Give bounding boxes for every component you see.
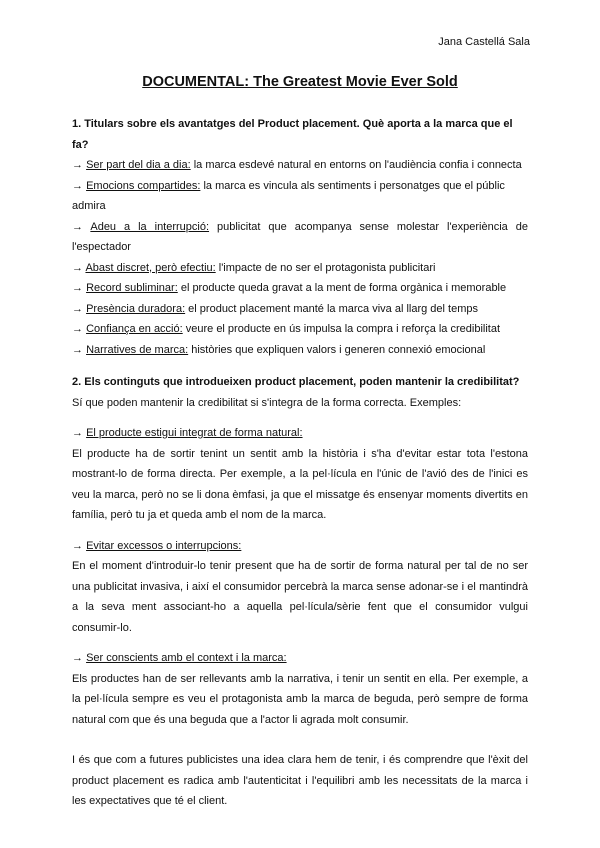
benefit-item (72, 217, 528, 258)
example-section (72, 648, 528, 730)
benefit-text: històries que expliquen valors i generen connexió emocional (188, 343, 486, 356)
arrow-icon: → (72, 323, 83, 335)
arrow-icon: → (72, 427, 83, 439)
arrow-icon: → (72, 343, 83, 356)
benefit-text: la marca esdevé natural en entorns on l'audiència confia i connecta (190, 159, 522, 171)
question-2-heading: 2. Els continguts que introdueixen product placement, poden mantenir la credibilitat? (72, 376, 520, 388)
benefit-item (72, 340, 528, 361)
arrow-icon: → (72, 282, 83, 294)
benefit-text: veure el producte en ús impulsa la compra i reforça la credibilitat (182, 323, 501, 335)
example-section (72, 536, 528, 639)
benefit-text: la marca es vincula als sentiments i personatges que el públic admira (72, 179, 505, 212)
arrow-icon: → (72, 652, 83, 664)
arrow-icon: → (72, 302, 83, 315)
benefit-item (72, 278, 528, 299)
example-body: Els productes han de ser rellevants amb la narrativa, i tenir un sentit en ella. Per exemple, a la pel·lícula sempre es veu el protagonista amb la marca de beguda, però sempre de forma natural com que és una beguda que a l'actor li agrada molt consumir. (72, 672, 528, 726)
benefit-label: Emocions compartides: (86, 179, 201, 192)
page-title: DOCUMENTAL: The Greatest Movie Ever Sold (142, 74, 458, 90)
question-1-heading: 1. Titulars sobre els avantatges del Product placement. Què aporta a la marca que el fa? (72, 118, 513, 151)
benefit-label: Narratives de marca: (86, 343, 189, 356)
benefit-text: publicitat que acompanya sense molestar l'experiència de l'espectador (72, 220, 528, 253)
author-name: Jana Castellá Sala (438, 36, 530, 48)
document-body (72, 114, 528, 812)
benefit-text: el producte queda gravat a la ment de forma orgànica i memorable (177, 282, 507, 294)
example-label: Evitar excessos o interrupcions: (86, 539, 242, 552)
benefit-text: l'impacte de no ser el protagonista publicitari (215, 261, 436, 274)
arrow-icon: → (72, 179, 83, 192)
benefit-label: Record subliminar: (86, 282, 178, 294)
example-section (72, 423, 528, 526)
example-body: En el moment d'introduir-lo tenir present que ha de sortir de forma natural per tal de no ser una publicitat invasiva, i així el consumidor percebrà la marca sense adonar-se i el mantindrà a la seva ment associant-ho a aquella pel·lícula/sèrie fent que el consumidor vulgui consumir-lo. (72, 560, 528, 634)
arrow-icon: → (72, 220, 83, 233)
benefit-item (72, 258, 528, 279)
example-body: El producte ha de sortir tenint un sentit amb la història i s'ha d'evitar estar tota l'estona mostrant-lo de forma directa. Per exemple, a la pel·lícula en l'únic de l'avió des de l'inici es veu la marca, però no se li dona èmfasi, ja que el missatge és ensenyar moments divertits en família, però tu ja et queda amb el nom de la marca. (72, 447, 528, 521)
benefit-label: Presència duradora: (86, 302, 186, 315)
benefit-label: Adeu a la interrupció: (90, 220, 210, 233)
arrow-icon: → (72, 539, 83, 552)
conclusion-paragraph: I és que com a futures publicistes una idea clara hem de tenir, i és comprendre que l'èxit del product placement es radica amb l'autenticitat i l'equilibri amb les necessitats de la marca i les expectatives que té el client. (72, 754, 528, 807)
arrow-icon: → (72, 159, 83, 171)
benefit-item (72, 155, 528, 176)
benefit-list (72, 155, 528, 360)
question-2-intro: Sí que poden mantenir la credibilitat si s'integra de la forma correcta. Exemples: (72, 396, 462, 409)
benefit-item (72, 176, 528, 217)
benefit-item (72, 299, 528, 320)
benefit-text: el product placement manté la marca viva al llarg del temps (185, 302, 478, 315)
benefit-label: Abast discret, però efectiu: (85, 261, 216, 274)
benefit-label: Confiança en acció: (86, 323, 183, 335)
benefit-item (72, 319, 528, 340)
arrow-icon: → (72, 261, 83, 274)
example-label: Ser conscients amb el context i la marca: (86, 652, 287, 664)
benefit-label: Ser part del dia a dia: (86, 159, 191, 171)
example-label: El producte estigui integrat de forma natural: (86, 427, 303, 439)
